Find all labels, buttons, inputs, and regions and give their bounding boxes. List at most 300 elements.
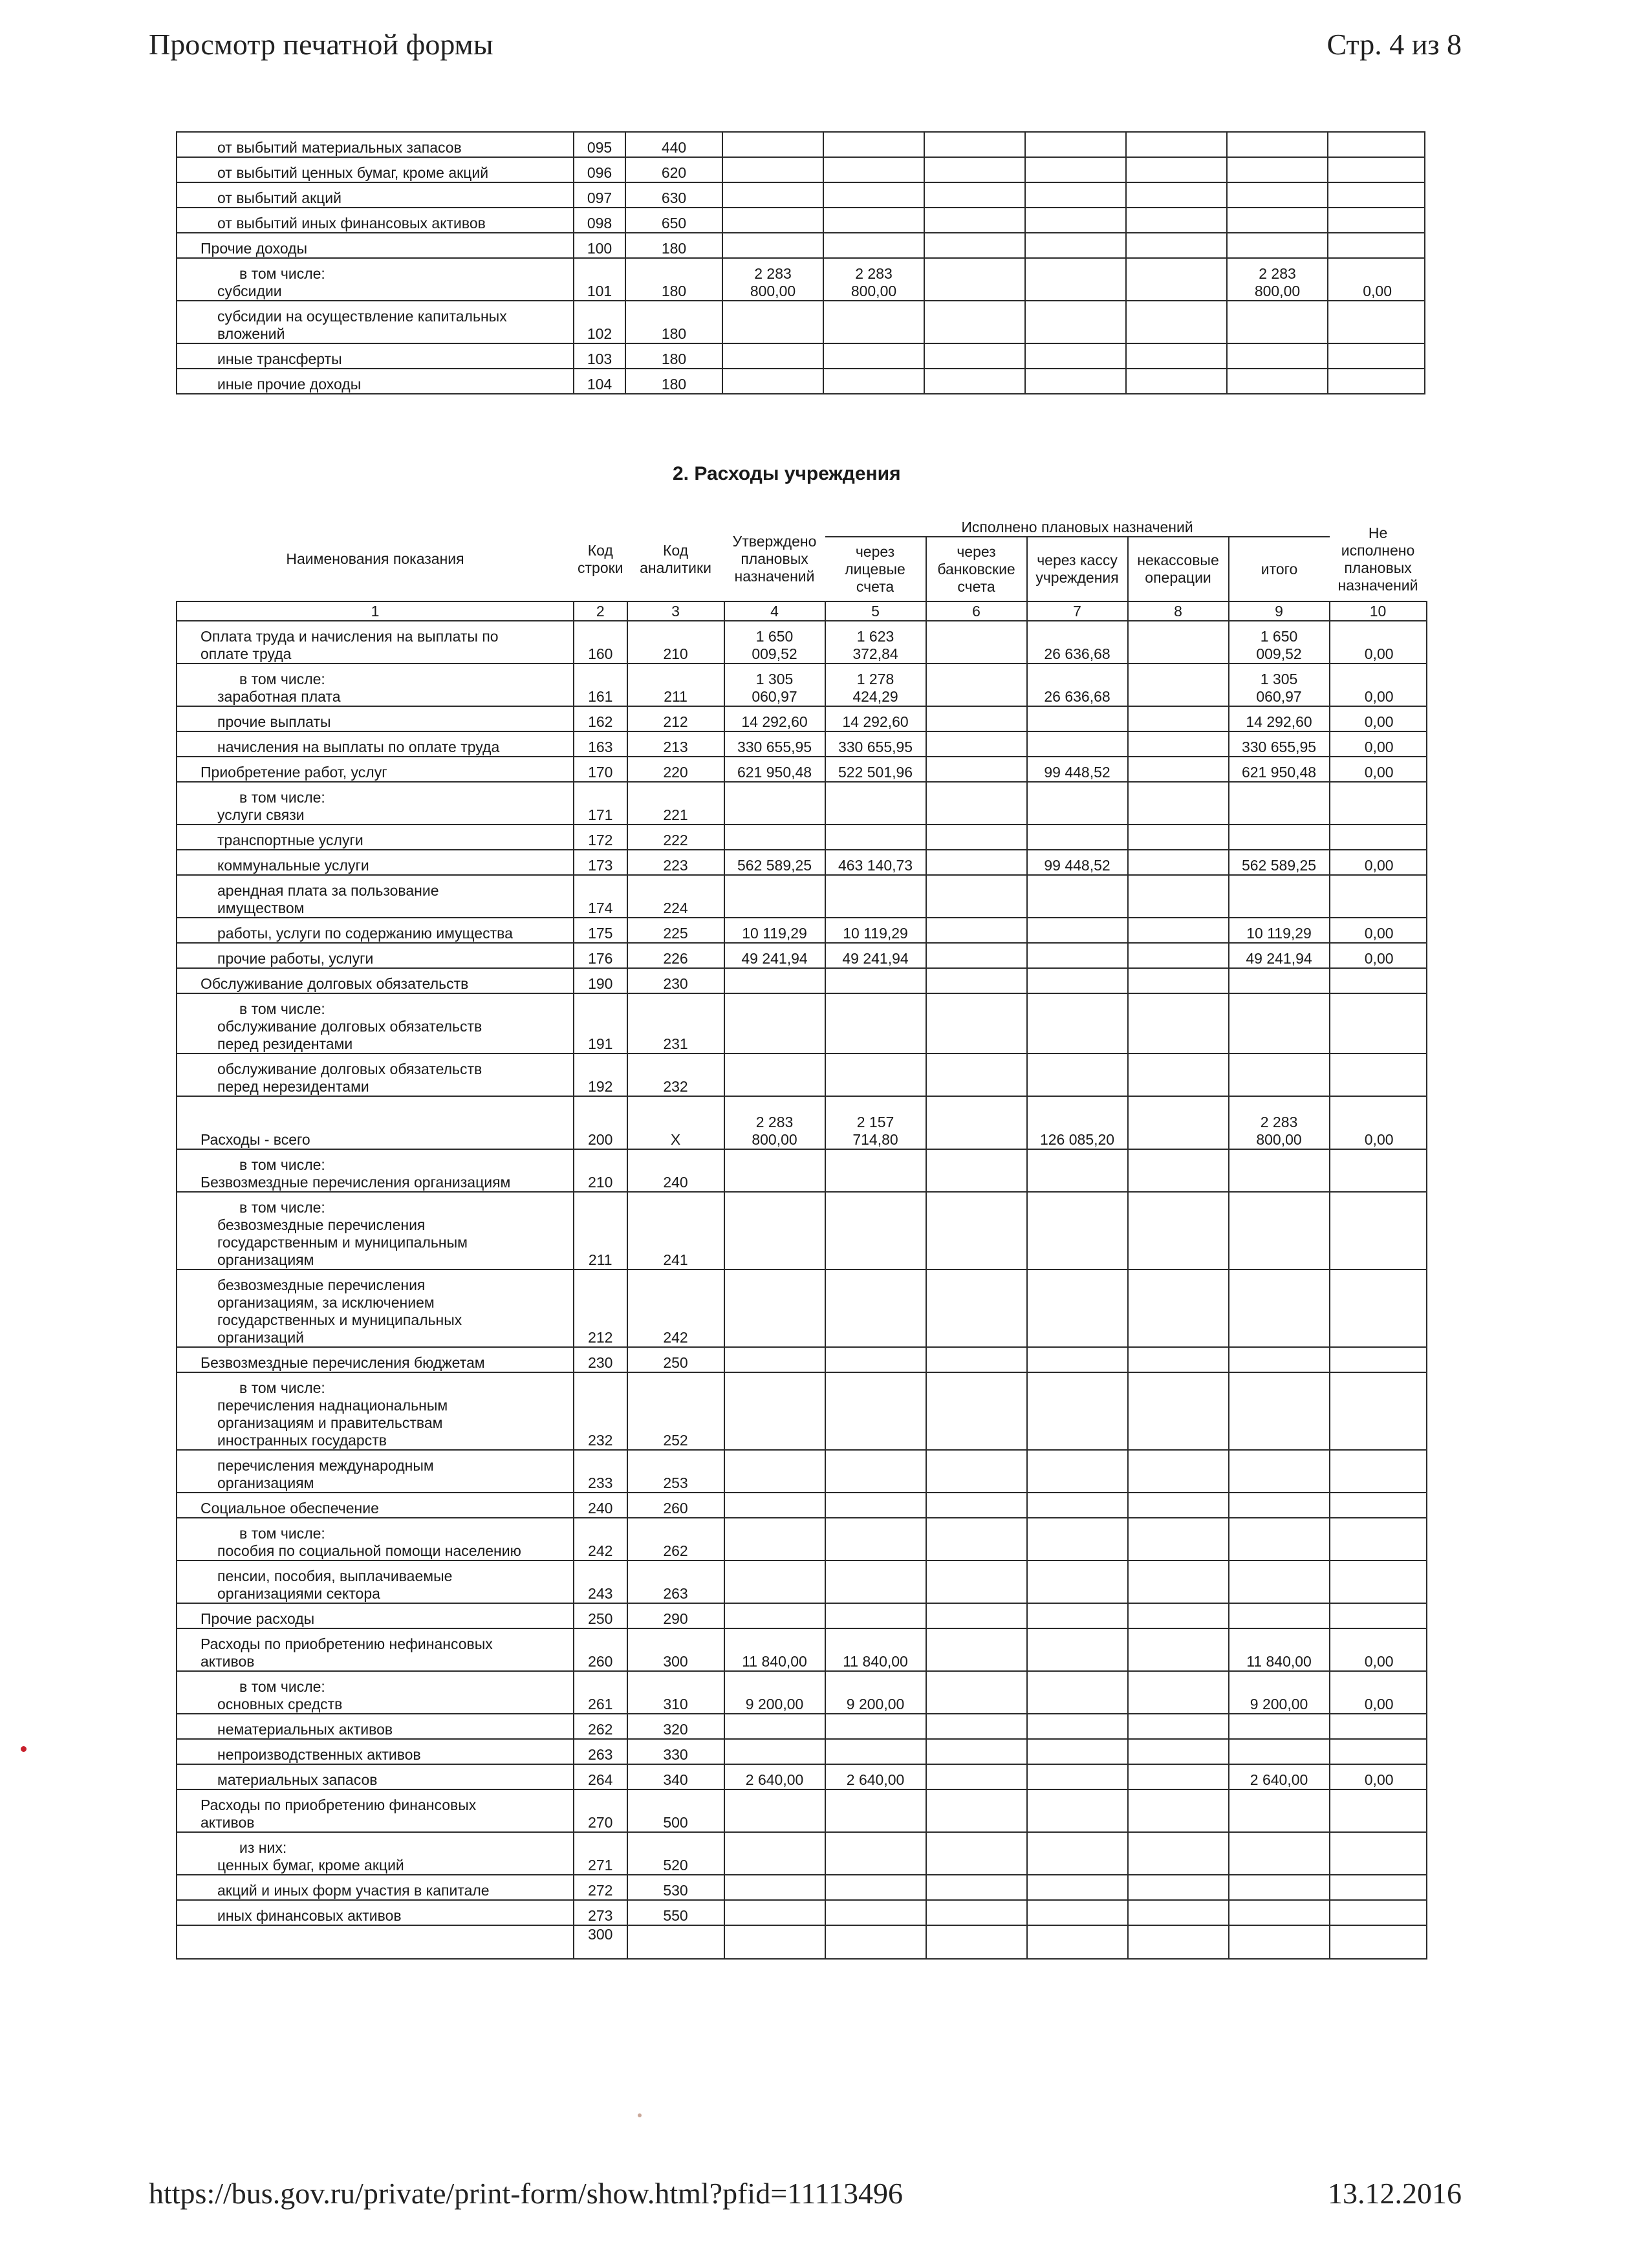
row-value-c10	[1330, 968, 1427, 993]
row-code: 175	[574, 918, 627, 943]
row-name-cell	[177, 258, 574, 301]
row-value-c9	[1229, 1372, 1330, 1450]
row-name: Безвозмездные перечисления организациям	[200, 1174, 511, 1191]
row-code: 171	[574, 782, 627, 825]
row-value-c7	[1025, 369, 1126, 394]
row-name-cell	[177, 1832, 574, 1875]
row-value-c4	[724, 825, 825, 850]
row-value-c10	[1330, 1518, 1427, 1561]
row-value-c5	[825, 782, 926, 825]
row-name: иные прочие доходы	[217, 376, 362, 393]
row-name-cell	[177, 182, 574, 208]
column-number: 10	[1330, 601, 1427, 621]
row-value-c5: 2 283 800,00	[823, 258, 924, 301]
row-analytics-code: 650	[625, 208, 722, 233]
row-value-c4	[724, 1053, 825, 1096]
row-code: 230	[574, 1347, 627, 1372]
row-name: Безвозмездные перечисления бюджетам	[200, 1354, 485, 1371]
row-value-c7	[1027, 1714, 1128, 1739]
row-code: 233	[574, 1450, 627, 1493]
row-name: начисления на выплаты по оплате труда	[217, 739, 500, 755]
row-value-c10	[1330, 1372, 1427, 1450]
page-url: https://bus.gov.ru/private/print-form/show.html?pfid=11113496	[149, 2177, 904, 2210]
row-value-c9: 621 950,48	[1229, 757, 1330, 782]
income-row	[177, 258, 1425, 301]
row-value-c9: 14 292,60	[1229, 706, 1330, 731]
row-value-c9	[1229, 1925, 1330, 1959]
row-value-c5: 49 241,94	[825, 943, 926, 968]
income-row	[177, 369, 1425, 394]
row-name: обслуживание долговых обязательств перед нерезидентами	[217, 1061, 482, 1095]
row-name-cell	[177, 1053, 574, 1096]
row-code: 101	[574, 258, 625, 301]
table-row	[177, 918, 1427, 943]
table-row	[177, 1096, 1427, 1149]
row-value-c6	[924, 258, 1025, 301]
table-row	[177, 943, 1427, 968]
row-value-c8	[1128, 1053, 1229, 1096]
row-code: 191	[574, 993, 627, 1053]
row-value-c10	[1328, 343, 1425, 369]
row-name: Расходы по приобретению нефинансовых активов	[200, 1636, 493, 1670]
row-value-c4	[724, 1900, 825, 1925]
row-value-c7	[1027, 993, 1128, 1053]
row-value-c4	[724, 1789, 825, 1832]
row-value-c8	[1128, 1832, 1229, 1875]
row-code: 211	[574, 1192, 627, 1269]
row-value-c9	[1227, 301, 1328, 343]
table-row	[177, 1192, 1427, 1269]
row-value-c4	[724, 1192, 825, 1269]
row-name: безвозмездные перечисления организациям, за исключением государственных и муниципальных организаций	[217, 1277, 462, 1346]
row-analytics-code: 300	[627, 1628, 724, 1671]
row-name-cell	[177, 918, 574, 943]
row-name: обслуживание долговых обязательств перед резидентами	[217, 1018, 482, 1052]
row-value-c6	[924, 343, 1025, 369]
row-name: субсидии	[217, 283, 282, 299]
row-value-c4: 2 283 800,00	[722, 258, 823, 301]
row-value-c5	[825, 1192, 926, 1269]
row-name-cell	[177, 1739, 574, 1764]
row-name-cell	[177, 1764, 574, 1789]
row-value-c10: 0,00	[1330, 943, 1427, 968]
row-analytics-code: 211	[627, 664, 724, 706]
row-value-c7	[1027, 782, 1128, 825]
row-name-cell	[177, 664, 574, 706]
col-header-not-executed: Не исполнено плановых назначений	[1330, 517, 1427, 601]
row-name-cell	[177, 757, 574, 782]
row-value-c4: 14 292,60	[724, 706, 825, 731]
row-value-c9	[1229, 968, 1330, 993]
table-row	[177, 731, 1427, 757]
row-subheading: в том числе:	[239, 265, 325, 282]
row-value-c6	[926, 875, 1027, 918]
row-value-c9	[1229, 993, 1330, 1053]
row-code: 104	[574, 369, 625, 394]
row-value-c7: 99 448,52	[1027, 850, 1128, 875]
row-name: арендная плата за пользование имуществом	[217, 882, 439, 916]
row-value-c10	[1328, 301, 1425, 343]
row-value-c6	[926, 993, 1027, 1053]
row-value-c8	[1128, 1518, 1229, 1561]
row-value-c5: 1 623 372,84	[825, 621, 926, 664]
row-value-c9: 1 650 009,52	[1229, 621, 1330, 664]
row-value-c10	[1330, 1269, 1427, 1347]
income-row	[177, 182, 1425, 208]
row-value-c8	[1128, 1372, 1229, 1450]
row-value-c9	[1229, 1493, 1330, 1518]
table-row	[177, 850, 1427, 875]
row-value-c8	[1126, 301, 1227, 343]
row-analytics-code: 222	[627, 825, 724, 850]
row-value-c5	[823, 343, 924, 369]
column-number: 5	[825, 601, 926, 621]
row-value-c5	[823, 157, 924, 182]
row-value-c6	[926, 1764, 1027, 1789]
row-value-c8	[1128, 968, 1229, 993]
row-code: 102	[574, 301, 625, 343]
row-analytics-code: 520	[627, 1832, 724, 1875]
row-code: 103	[574, 343, 625, 369]
row-name-cell	[177, 993, 574, 1053]
row-code: 172	[574, 825, 627, 850]
row-value-c8	[1128, 1875, 1229, 1900]
row-value-c6	[926, 1493, 1027, 1518]
row-value-c4: 330 655,95	[724, 731, 825, 757]
row-value-c6	[926, 731, 1027, 757]
row-value-c4	[722, 301, 823, 343]
table-row	[177, 1450, 1427, 1493]
row-code: 200	[574, 1096, 627, 1149]
row-value-c6	[924, 157, 1025, 182]
table-row	[177, 968, 1427, 993]
row-name: перечисления международным организациям	[217, 1457, 434, 1491]
row-code: 162	[574, 706, 627, 731]
row-value-c10: 0,00	[1330, 757, 1427, 782]
row-name-cell	[177, 1714, 574, 1739]
row-value-c8	[1128, 1561, 1229, 1603]
row-value-c9	[1227, 369, 1328, 394]
row-value-c8	[1126, 233, 1227, 258]
row-value-c5: 14 292,60	[825, 706, 926, 731]
row-code: 240	[574, 1493, 627, 1518]
table-row	[177, 993, 1427, 1053]
row-value-c10	[1330, 1739, 1427, 1764]
row-value-c6	[924, 208, 1025, 233]
income-row	[177, 233, 1425, 258]
row-analytics-code: 630	[625, 182, 722, 208]
row-value-c7	[1027, 1561, 1128, 1603]
row-value-c6	[926, 1269, 1027, 1347]
row-value-c5	[825, 1789, 926, 1832]
row-subheading: в том числе:	[239, 789, 325, 806]
row-value-c5	[825, 1450, 926, 1493]
row-name: безвозмездные перечисления государственным и муниципальным организациям	[217, 1216, 468, 1268]
row-value-c4: 2 640,00	[724, 1764, 825, 1789]
row-value-c5	[823, 208, 924, 233]
row-value-c9	[1227, 157, 1328, 182]
row-value-c9	[1229, 1269, 1330, 1347]
row-analytics-code: 212	[627, 706, 724, 731]
column-number: 4	[724, 601, 825, 621]
row-name-cell	[177, 1671, 574, 1714]
row-name: заработная плата	[217, 688, 341, 705]
row-value-c5	[823, 233, 924, 258]
row-value-c10	[1330, 1192, 1427, 1269]
column-number: 3	[627, 601, 724, 621]
col-header-analytics: Код аналитики	[627, 517, 724, 601]
row-value-c7	[1027, 1832, 1128, 1875]
scan-speck	[638, 2113, 642, 2117]
row-value-c6	[926, 1053, 1027, 1096]
row-value-c6	[926, 1450, 1027, 1493]
row-value-c6	[926, 1149, 1027, 1192]
row-value-c5	[825, 1900, 926, 1925]
row-value-c7	[1027, 968, 1128, 993]
row-value-c8	[1128, 1671, 1229, 1714]
page-counter: Стр. 4 из 8	[1326, 28, 1462, 61]
row-name-cell	[177, 369, 574, 394]
row-value-c5: 2 157 714,80	[825, 1096, 926, 1149]
row-value-c5	[825, 1832, 926, 1875]
col-header-total: итого	[1229, 537, 1330, 601]
row-analytics-code	[627, 1925, 724, 1959]
row-value-c4	[724, 1149, 825, 1192]
row-value-c8	[1128, 1096, 1229, 1149]
row-value-c7	[1027, 1149, 1128, 1192]
row-name: работы, услуги по содержанию имущества	[217, 925, 513, 942]
row-value-c9: 11 840,00	[1229, 1628, 1330, 1671]
row-name: Социальное обеспечение	[200, 1500, 379, 1517]
row-code: 192	[574, 1053, 627, 1096]
row-name: Расходы по приобретению финансовых активов	[200, 1797, 477, 1831]
row-value-c4	[724, 993, 825, 1053]
row-code: 232	[574, 1372, 627, 1450]
table-row	[177, 1269, 1427, 1347]
row-name-cell	[177, 1789, 574, 1832]
row-value-c8	[1128, 1493, 1229, 1518]
row-value-c8	[1126, 157, 1227, 182]
row-value-c8	[1128, 1900, 1229, 1925]
income-row	[177, 208, 1425, 233]
row-code: 263	[574, 1739, 627, 1764]
row-name-cell	[177, 875, 574, 918]
table-row	[177, 782, 1427, 825]
row-code: 264	[574, 1764, 627, 1789]
row-value-c9	[1227, 233, 1328, 258]
row-value-c7	[1027, 1764, 1128, 1789]
row-value-c5	[825, 1739, 926, 1764]
print-date: 13.12.2016	[1328, 2177, 1462, 2210]
row-value-c6	[926, 1671, 1027, 1714]
row-name-cell	[177, 1518, 574, 1561]
table-row	[177, 825, 1427, 850]
table-row	[177, 1372, 1427, 1450]
row-code: 300	[574, 1925, 627, 1959]
row-subheading: в том числе:	[239, 671, 325, 687]
row-value-c4	[722, 208, 823, 233]
column-number: 6	[926, 601, 1027, 621]
row-value-c7	[1027, 1671, 1128, 1714]
row-code: 261	[574, 1671, 627, 1714]
row-value-c4: 49 241,94	[724, 943, 825, 968]
row-code: 098	[574, 208, 625, 233]
row-value-c6	[926, 1789, 1027, 1832]
row-analytics-code: 225	[627, 918, 724, 943]
row-value-c5: 2 640,00	[825, 1764, 926, 1789]
row-value-c10	[1330, 1149, 1427, 1192]
row-value-c10	[1330, 1603, 1427, 1628]
table-row	[177, 757, 1427, 782]
table-row	[177, 706, 1427, 731]
row-subheading: в том числе:	[239, 1199, 325, 1216]
row-value-c10: 0,00	[1330, 1764, 1427, 1789]
row-value-c7	[1025, 258, 1126, 301]
row-value-c5	[825, 1347, 926, 1372]
income-row	[177, 157, 1425, 182]
column-number: 2	[574, 601, 627, 621]
row-value-c5	[825, 1493, 926, 1518]
row-value-c7	[1025, 208, 1126, 233]
row-value-c4	[722, 343, 823, 369]
row-value-c8	[1126, 208, 1227, 233]
row-subheading: в том числе:	[239, 1379, 325, 1396]
row-code: 210	[574, 1149, 627, 1192]
row-value-c10	[1330, 1789, 1427, 1832]
row-name-cell	[177, 825, 574, 850]
row-value-c6	[926, 1832, 1027, 1875]
row-name-cell	[177, 132, 574, 157]
row-name-cell	[177, 301, 574, 343]
row-value-c7	[1027, 1925, 1128, 1959]
row-value-c5	[825, 1925, 926, 1959]
row-analytics-code: 223	[627, 850, 724, 875]
row-value-c9	[1229, 825, 1330, 850]
row-name: субсидии на осуществление капитальных вложений	[217, 308, 507, 342]
row-value-c7	[1027, 1493, 1128, 1518]
table-row	[177, 1493, 1427, 1518]
expenses-table	[176, 517, 1427, 1960]
row-value-c9	[1229, 1789, 1330, 1832]
row-name: от выбытий иных финансовых активов	[217, 215, 486, 232]
row-code: 173	[574, 850, 627, 875]
row-name: акций и иных форм участия в капитале	[217, 1882, 490, 1899]
col-header-via-cash: через кассу учреждения	[1027, 537, 1128, 601]
table-row	[177, 1925, 1427, 1959]
row-value-c4	[724, 875, 825, 918]
row-value-c7	[1027, 1192, 1128, 1269]
row-analytics-code: 290	[627, 1603, 724, 1628]
row-name-cell	[177, 1269, 574, 1347]
row-name-cell	[177, 208, 574, 233]
table-row	[177, 1900, 1427, 1925]
row-value-c8	[1128, 1269, 1229, 1347]
row-value-c4: 1 305 060,97	[724, 664, 825, 706]
row-analytics-code: 220	[627, 757, 724, 782]
row-value-c6	[926, 1739, 1027, 1764]
row-analytics-code: 620	[625, 157, 722, 182]
col-header-approved: Утверждено плановых назначений	[724, 517, 825, 601]
row-analytics-code: 310	[627, 1671, 724, 1714]
row-name-cell	[177, 1096, 574, 1149]
row-value-c6	[926, 664, 1027, 706]
row-code: 163	[574, 731, 627, 757]
row-name-cell	[177, 943, 574, 968]
table-row	[177, 1518, 1427, 1561]
row-code: 174	[574, 875, 627, 918]
row-value-c10	[1330, 1347, 1427, 1372]
table-row	[177, 1764, 1427, 1789]
row-name: от выбытий акций	[217, 189, 342, 206]
row-value-c7	[1027, 1628, 1128, 1671]
row-analytics-code: 252	[627, 1372, 724, 1450]
row-value-c8	[1128, 757, 1229, 782]
row-value-c9: 1 305 060,97	[1229, 664, 1330, 706]
column-number: 8	[1128, 601, 1229, 621]
row-value-c6	[926, 782, 1027, 825]
column-number: 1	[177, 601, 574, 621]
row-value-c10	[1330, 1561, 1427, 1603]
table-row	[177, 621, 1427, 664]
row-name: материальных запасов	[217, 1771, 378, 1788]
row-code: 097	[574, 182, 625, 208]
row-value-c9	[1229, 1053, 1330, 1096]
row-value-c6	[926, 850, 1027, 875]
row-analytics-code: 253	[627, 1450, 724, 1493]
row-value-c8	[1128, 1192, 1229, 1269]
row-value-c5: 522 501,96	[825, 757, 926, 782]
col-header-code: Код строки	[574, 517, 627, 601]
row-name: прочие работы, услуги	[217, 950, 374, 967]
row-value-c10: 0,00	[1330, 1628, 1427, 1671]
row-code: 190	[574, 968, 627, 993]
row-value-c5	[823, 132, 924, 157]
row-value-c4	[724, 782, 825, 825]
column-number: 9	[1229, 601, 1330, 621]
row-value-c8	[1126, 182, 1227, 208]
row-value-c4	[724, 1347, 825, 1372]
row-name: Обслуживание долговых обязательств	[200, 975, 469, 992]
row-name: основных средств	[217, 1696, 343, 1712]
row-name: Прочие доходы	[200, 240, 308, 257]
row-value-c9	[1229, 1739, 1330, 1764]
row-value-c9	[1229, 1347, 1330, 1372]
row-value-c9: 49 241,94	[1229, 943, 1330, 968]
row-value-c4	[722, 369, 823, 394]
row-value-c10	[1328, 233, 1425, 258]
row-value-c4: 9 200,00	[724, 1671, 825, 1714]
row-value-c6	[926, 706, 1027, 731]
row-name: ценных бумаг, кроме акций	[217, 1857, 404, 1874]
row-value-c4	[724, 1603, 825, 1628]
row-value-c6	[926, 1603, 1027, 1628]
row-value-c4	[724, 968, 825, 993]
row-value-c4	[724, 1518, 825, 1561]
row-name-cell	[177, 1603, 574, 1628]
row-value-c5	[823, 369, 924, 394]
row-value-c6	[924, 301, 1025, 343]
table-row	[177, 664, 1427, 706]
row-value-c9	[1229, 1603, 1330, 1628]
row-value-c10: 0,00	[1330, 1096, 1427, 1149]
table-row	[177, 875, 1427, 918]
row-code: 212	[574, 1269, 627, 1347]
row-value-c5	[825, 1561, 926, 1603]
row-value-c7	[1027, 1789, 1128, 1832]
row-value-c7	[1025, 233, 1126, 258]
row-name: от выбытий ценных бумаг, кроме акций	[217, 164, 489, 181]
row-value-c9	[1229, 1900, 1330, 1925]
